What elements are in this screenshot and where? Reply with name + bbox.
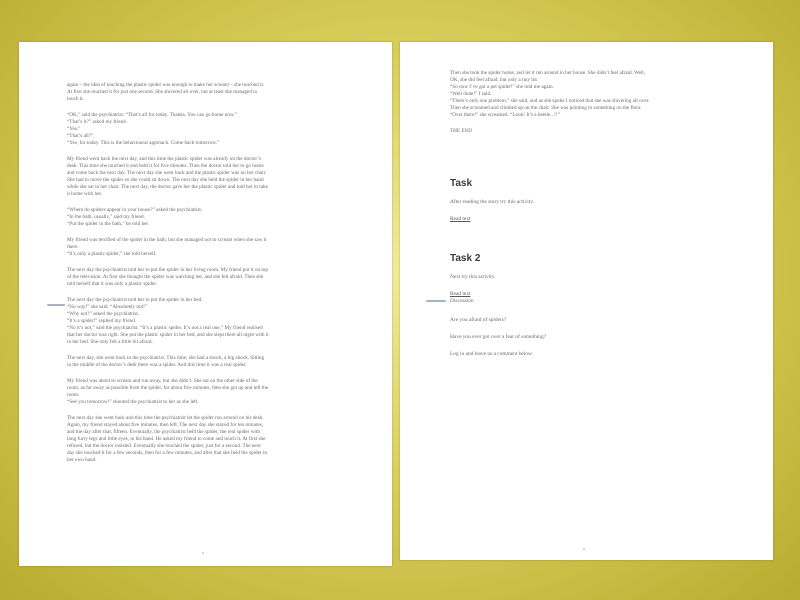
text-line: refused, but the doctor insisted. Eventually she touched the spider, just for a second. The next [67, 443, 261, 449]
left-page-text [67, 82, 363, 473]
text-line: “That’s all?” [67, 133, 94, 139]
task-read-text-link[interactable]: Read text [450, 216, 471, 222]
text-line: “Well done!” I said. [450, 91, 492, 97]
text-line: “Over there!” she screamed. “Look! It’s a beetle...!!” [450, 112, 560, 118]
text-line: “Why not?” asked the psychiatrist. [67, 311, 140, 317]
text-line: “It’s a spider!” replied my friend. [67, 318, 137, 324]
text-line: “That’s it?” asked my friend. [67, 119, 128, 125]
text-line: “Yes.” [67, 126, 81, 132]
story-paragraph [67, 156, 363, 198]
text-line: My friend was terrified of the spider in the bath, but she managed not to scream when she saw it [67, 237, 267, 243]
question-spiders: Are you afraid of spiders? [450, 317, 507, 323]
text-line: while she sat in her chair. The next day, the doctor gave her the plastic spider and told her to take [67, 184, 268, 190]
story-paragraph [67, 267, 363, 288]
text-line: of the television. At first she thought the spider was watching her, and she felt afraid. Then she [67, 274, 264, 280]
text-line: in her bed. She only felt a little bit afraid. [67, 339, 153, 345]
text-line: Then she took the spider home, and let it run around in her house. She didn’t feel afraid. Well, [450, 70, 646, 76]
story-paragraph [67, 237, 363, 258]
text-line: room, as far away as possible from the spider, for about five minutes, then she got up and left the [67, 385, 269, 391]
task-2-read-text-link[interactable]: Read text [450, 291, 471, 297]
task-instruction: After reading the story try this activity. [450, 199, 534, 205]
text-line: The next day she went back and this time the psychiatrist let the spider run around on his desk. [67, 415, 264, 421]
question-fear: Have you ever got over a fear of something? [450, 334, 547, 340]
task-2-instruction: Next try this activity. [450, 274, 496, 280]
text-line: “See you tomorrow!” shouted the psychiatrist to her as she left. [67, 399, 199, 405]
story-paragraph [67, 415, 363, 464]
text-line: My friend was about to scream and run away, but she didn’t. She sat on the other side of the [67, 378, 258, 384]
story-paragraph [67, 378, 363, 406]
text-line: room. [67, 392, 80, 398]
text-line: The next day, she went back to the psychiatrist. This time, she had a shock, a big shock. Sitting [67, 355, 265, 361]
text-line: Then she screamed and climbed up on the chair. She was pointing to something on the floor. [450, 105, 642, 111]
text-line: The next day the psychiatrist told her to put the spider in her living room. My friend put it on top [67, 267, 268, 273]
text-line: OK, she did feel afraid, but only a tiny bit. [450, 77, 539, 83]
text-line: THE END [450, 128, 473, 134]
text-line: My friend went back the next day, and this time the plastic spider was already on the doctor’s [67, 156, 261, 162]
text-line: there. [67, 244, 79, 250]
text-line: touch it. [67, 96, 85, 102]
story-paragraph [67, 297, 363, 346]
text-line: “Yes, for today. This is the behavioural approach. Come back tomorrow.” [67, 140, 220, 146]
margin-marker [47, 304, 65, 306]
story-paragraph [67, 355, 363, 369]
page-dot [202, 552, 204, 554]
story-paragraph [67, 112, 363, 147]
text-line: The next day the psychiatrist told her to put the spider in her bed. [67, 297, 203, 303]
task-heading: Task [450, 178, 473, 189]
text-line: in the middle of the doctor’s desk there was a spider. And this time it was a real spider. [67, 362, 247, 368]
right-page-content [450, 70, 750, 368]
text-line: desk. This time she touched it and held it for five minutes. Then the doctor told her to go home [67, 163, 264, 169]
text-line: Again, my friend stayed about five minutes, then left. The next day she stayed for ten minutes, [67, 422, 264, 428]
text-line: “In the bath, usually,” said my friend. [67, 214, 145, 220]
text-line: “OK,” said the psychiatrist. “That’s all for today. Thanks. You can go home now.” [67, 112, 237, 118]
text-line: She had to move the spider so she could sit down. The next day she held the spider in her hand [67, 177, 264, 183]
text-line: “Where do spiders appear in your house?” asked the psychiatrist. [67, 207, 203, 213]
text-line: it home with her. [67, 191, 103, 197]
story-paragraph [67, 82, 363, 103]
text-line: “It’s only a plastic spider,” she told herself. [67, 251, 157, 257]
text-line: “No way!” she said. “Absolutely not!” [67, 304, 148, 310]
text-line: long furry legs and little eyes, in his hand. He asked my friend to come and touch it. At first she [67, 436, 266, 442]
text-line: and the day after that, fifteen. Eventually, the psychiatrist held the spider, the real spider with [67, 429, 260, 435]
discussion-label: Discussion [450, 298, 474, 304]
task-2-heading: Task 2 [450, 253, 481, 264]
text-line: “Put the spider in the bath,” he told her. [67, 221, 150, 227]
text-line: day she touched it for a few seconds, then for a few minutes, and after that she held the spider in [67, 450, 267, 456]
text-line: “So now I’ve got a pet spider!” she told me again. [450, 84, 554, 90]
story-paragraph [450, 70, 750, 119]
text-line: her own hand. [67, 457, 97, 463]
margin-marker [426, 300, 446, 302]
text-line: “No it’s not,” said the psychiatrist. “It’s a plastic spider. It’s not a real one.” My friend realised [67, 325, 263, 331]
text-line: again – the idea of touching the plastic spider was enough to make her scream – she touched it. [67, 82, 265, 88]
comment-prompt: Log in and leave us a comment below. [450, 351, 533, 357]
text-line: told herself that it was only a plastic spider. [67, 281, 158, 287]
story-page-left [19, 42, 392, 566]
text-line: At first she touched it for just one second. She shivered all over, but at least she managed to [67, 89, 258, 95]
story-page-right [400, 42, 773, 560]
text-line: “There’s only one problem,” she said, and as she spoke I noticed that she was shivering all over. [450, 98, 650, 104]
text-line: that her doctor was right. She put the plastic spider in her bed, and she slept there all night with it [67, 332, 269, 338]
text-line: and come back the next day. The next day she went back and the plastic spider was on her chair. [67, 170, 267, 176]
story-paragraph [67, 207, 363, 228]
page-dot [583, 548, 585, 550]
right-page-text [450, 70, 750, 135]
story-paragraph [450, 128, 750, 135]
